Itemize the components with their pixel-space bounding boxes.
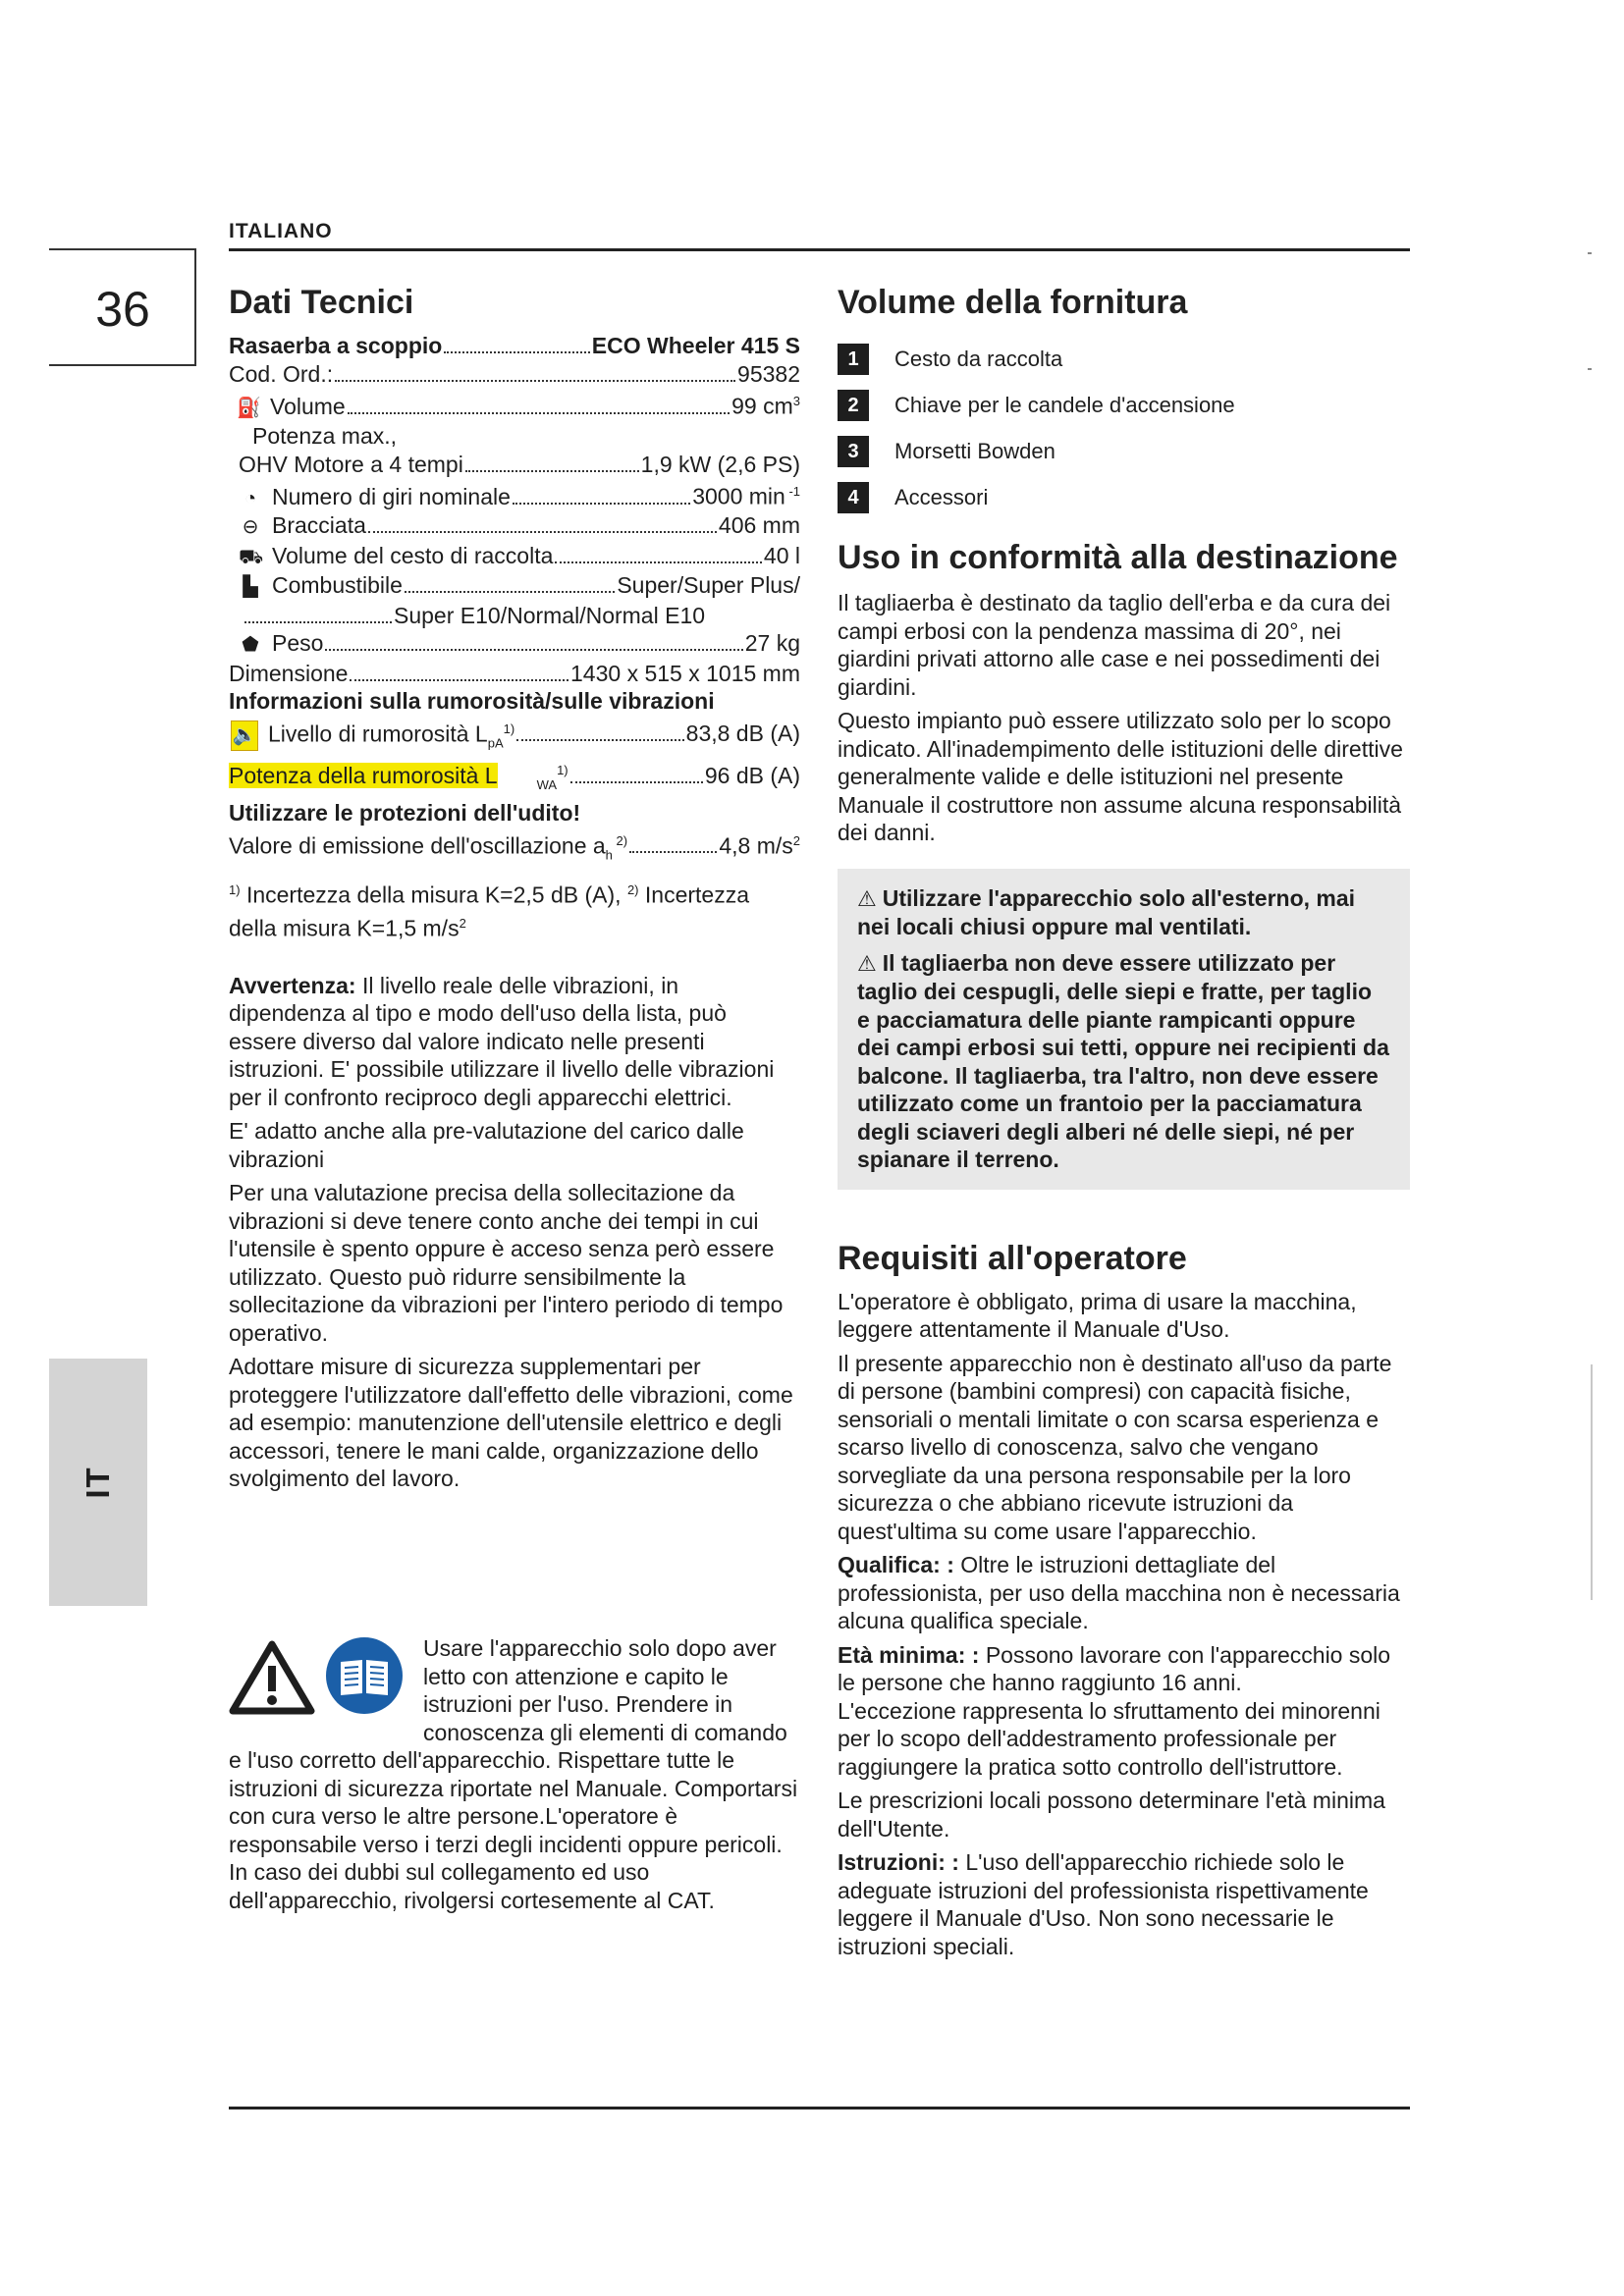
supply-title: Volume della fornitura: [838, 284, 1188, 321]
rpm-gauge-icon: ◔: [244, 487, 257, 509]
engine-volume-icon: ⛽: [237, 397, 261, 419]
volume-value: 99 cm: [731, 393, 793, 419]
cut-width-row: [229, 511, 800, 542]
notice-paragraph-2: E' adatto anche alla pre-valutazione del carico dalle vibrazioni: [229, 1118, 744, 1172]
instructions-text: L'uso dell'apparecchio richiede solo le adeguate istruzioni del professionista rispettivamente leggere il Manuale d'Uso. Non sono necessarie le istruzioni speciali.: [838, 1849, 1369, 1959]
code-label: Cod. Ord.:: [229, 360, 334, 387]
model-row: [229, 332, 800, 360]
notice-paragraph-1: [229, 972, 800, 1112]
fuel-row-2: [229, 602, 800, 630]
side-tab-label: IT: [80, 1466, 116, 1499]
warning-triangle-icon: [229, 1638, 315, 1717]
fuel-row: [229, 571, 800, 602]
power-label: OHV Motore a 4 tempi: [239, 451, 463, 477]
tech-data-title: Dati Tecnici: [229, 284, 414, 321]
rpm-row: ◔ Numero di giri nominale 3000 min $^{-1}$: [229, 478, 800, 511]
uncertainty-vibration-text: della misura K=1,5 m/s: [229, 915, 460, 941]
model-value: ECO Wheeler 415 S: [591, 333, 800, 358]
manual-notice-icons: [229, 1634, 417, 1719]
sound-level-icon: 🔈: [231, 721, 258, 751]
noise-power-label: Potenza della rumorosità L: [229, 763, 498, 789]
model-label: Rasaerba a scoppio: [229, 333, 443, 358]
bag-volume-row: [229, 542, 800, 572]
notice-paragraph-3: Per una valutazione precisa della sollecitazione da vibrazioni si deve tenere conto anche dei tempi in cui l'utensile è spento oppure è acceso senza però essere utilizzato. Questo può ridurre sensibilmente la sollecitazione da vibrazioni per l'intero periodo di tempo operativo.: [229, 1180, 784, 1346]
supply-item: [838, 436, 1410, 467]
hearing-protection-heading: Utilizzare le protezioni dell'udito!: [229, 800, 581, 827]
code-row: [229, 360, 800, 389]
operator-title: Requisiti all'operatore: [838, 1239, 1187, 1277]
manual-notice-text: Usare l'apparecchio solo dopo aver letto con attenzione e capito le istruzioni per l'uso. Prendere in conoscenza gli elementi di comando e l'uso corretto dell'apparecchio. Rispettare tutte le istruzioni di sicurezza riportate nel Manuale. Comportarsi con cura verso le altre persone.L'operatore è responsabile verso i terzi degli incidenti oppure pericoli. In caso dei dubbi sul collegamento ed uso dell'apparecchio, rivolgersi cortesemente al CAT.: [229, 1635, 798, 1913]
dimension-row: [229, 660, 800, 688]
margin-mark: [1588, 252, 1592, 254]
usage-title: Uso in conformità alla destinazione: [838, 539, 1398, 576]
min-age-exception: L'eccezione rappresenta lo sfruttamento dei minorenni per lo scopo dell'addestramento professionale per raggiungere la pratica sotto controllo dell'istruttore.: [838, 1697, 1380, 1780]
noise-level-value: 83,8 dB (A): [685, 721, 800, 747]
usage-warning-2: [857, 949, 1390, 1174]
weight-icon: ⬟: [242, 634, 259, 657]
qualification-text: Oltre le istruzioni dettagliate del professionista, per uso della macchina non è necessaria alcuna qualifica speciale.: [838, 1552, 1400, 1633]
fuel-value-2: Super E10/Normal/Normal E10: [394, 602, 706, 628]
min-age-text: Possono lavorare con l'apparecchio solo le persone che hanno raggiunto 16 anni.: [838, 1641, 1391, 1695]
right-column: [838, 283, 1410, 1966]
vibration-label: Valore di emissione dell'oscillazione a: [229, 832, 606, 859]
language-header: ITALIANO: [229, 220, 333, 242]
operator-paragraph-2: Il presente apparecchio non è destinato all'uso da parte di persone (bambini compresi) con capacità fisiche, sensoriali o mentali limitate o con scarsa esperienza e scarso livello di conoscenza, salvo che vengano sorvegliate da una persona responsabile per la loro sicurezza o che abbiano ricevute istruzioni da quest'ultima su come usare l'apparecchio.: [838, 1350, 1392, 1544]
supply-item-number: 4: [838, 482, 869, 513]
power-value: 1,9 kW (2,6 PS): [640, 451, 800, 477]
left-column: [229, 283, 800, 1499]
rpm-label: Numero di giri nominale: [272, 483, 511, 509]
grass-bag-icon: ⛟: [239, 546, 264, 568]
bag-volume-label: Volume del cesto di raccolta: [272, 542, 554, 568]
uncertainty-vibration: della misura K=1,5 $m/s^2$: [229, 915, 466, 941]
rpm-value: 3000 min: [692, 483, 785, 509]
usage-warning-1-text: Utilizzare l'apparecchio solo all'esterno, mai nei locali chiusi oppure mal ventilati.: [857, 884, 1356, 939]
operator-paragraph-1: L'operatore è obbligato, prima di usare la macchina, leggere attentamente il Manuale d'Uso.: [838, 1288, 1357, 1342]
supply-item: [838, 390, 1410, 421]
supply-item-number: 1: [838, 344, 869, 375]
noise-level-row: 🔈 Livello di rumorosità $L_{pA}^{1)}$ 83,8 dB (A): [232, 721, 800, 750]
supply-item: [838, 344, 1410, 375]
power-row: [229, 451, 800, 479]
noise-power-value: 96 dB (A): [704, 763, 800, 789]
volume-row: ⛽ Volume 99 $cm^3$: [229, 388, 800, 422]
power-line1: Potenza max.,: [252, 423, 398, 450]
usage-warning-2-text: Il tagliaerba non deve essere utilizzato per taglio dei cespugli, delle siepi e fratte, per taglio e pacciamatura delle piante rampicanti oppure dei campi erbosi sui tetti, oppure nei recipienti da balcone. Il tagliaerba, tra l'altro, non deve essere utilizzato come un frantoio per la pacciamatura degli sciaveri degli alberi né delle siepi, né per spianare il terreno.: [857, 949, 1389, 1172]
usage-warning-1: [857, 884, 1390, 941]
cut-width-value: 406 mm: [718, 512, 800, 539]
uncertainty-noise: Incertezza della misura K=2,5 dB (A),: [245, 882, 622, 909]
read-manual-icon: [325, 1636, 404, 1715]
supply-item: [838, 482, 1410, 513]
cutting-width-icon: ⊖: [242, 516, 259, 539]
fuel-label: Combustibile: [272, 572, 403, 599]
weight-row: [229, 629, 800, 660]
margin-mark: [1588, 368, 1592, 370]
instructions-paragraph: [838, 1848, 1410, 1960]
instructions-label: Istruzioni: :: [838, 1849, 959, 1875]
supply-item-label: Cesto da raccolta: [894, 346, 1063, 371]
usage-paragraph-1: Il tagliaerba è destinato da taglio dell'erba e da cura dei campi erbosi con la pendenza massima di 20°, nei giardini privati attorno alle case e nei possedimenti dei giardini.: [838, 590, 1391, 700]
weight-label: Peso: [272, 630, 324, 657]
noise-heading: Informazioni sulla rumorosità/sulle vibrazioni: [229, 688, 715, 715]
supply-item-number: 3: [838, 436, 869, 467]
supply-item-label: Chiave per le candele d'accensione: [894, 392, 1235, 417]
code-value: 95382: [737, 360, 800, 387]
supply-item-number: 2: [838, 390, 869, 421]
notice-paragraph-4: Adottare misure di sicurezza supplementari per proteggere l'utilizzatore dall'effetto delle vibrazioni, come ad esempio: manutenzione dell'utensile elettrico e degli accessori, tenere le mani calde, organizzazione dello svolgimento del lavoro.: [229, 1354, 793, 1492]
vibration-value: 4,8 m/s: [719, 832, 793, 859]
usage-paragraph-2: Questo impianto può essere utilizzato solo per lo scopo indicato. All'inadempimento delle istituzioni delle direttive generalmente valide e delle istituzioni nel presente Manuale il costruttore non assume alcuna responsabilità dei danni.: [838, 708, 1403, 845]
vibration-row: Valore di emissione dell'oscillazione $a_h$ $^{2)}$ 4,8 $m/s^2$: [229, 832, 800, 862]
noise-power-row: Potenza della rumorosità L $_{WA}^{1)}$ 96 dB (A): [229, 763, 800, 792]
fuel-pump-icon: ▙: [243, 576, 258, 599]
manual-notice: [229, 1634, 800, 1914]
usage-warning-box: [838, 869, 1410, 1190]
language-side-tab: [49, 1359, 147, 1606]
bag-volume-value: 40 l: [763, 542, 800, 568]
notice-text-1: Il livello reale delle vibrazioni, in dipendenza al tipo e modo dell'uso della lista, può essere diverso dal valore indicato nelle presenti istruzioni. E' possibile utilizzare il livello delle vibrazioni per il confronto reciproco degli apparecchi elettrici.: [229, 972, 775, 1110]
fuel-value: Super/Super Plus/: [617, 572, 800, 599]
weight-value: 27 kg: [744, 630, 800, 657]
footer-rule: [229, 2107, 1410, 2109]
warning-icon: ⚠: [857, 885, 877, 911]
cut-width-label: Bracciata: [272, 512, 366, 539]
uncertainty-note: $^{1)}$ Incertezza della misura K=2,5 dB (A), $^{2)}$ Incertezza: [229, 882, 749, 909]
notice-label: Avvertenza:: [229, 972, 356, 998]
local-regulations: Le prescrizioni locali possono determinare l'età minima dell'Utente.: [838, 1788, 1385, 1842]
header-rule: [229, 248, 1410, 251]
noise-level-label: Livello di rumorosità L: [268, 721, 488, 747]
dimension-value: 1430 x 515 x 1015 mm: [570, 660, 800, 686]
min-age-paragraph: [838, 1641, 1410, 1697]
uncertainty-label: Incertezza: [644, 882, 749, 909]
warning-icon: ⚠: [857, 950, 877, 976]
qualification-label: Qualifica: :: [838, 1552, 954, 1577]
page-number: 36: [95, 282, 150, 337]
qualification-paragraph: [838, 1551, 1410, 1635]
supply-item-label: Accessori: [894, 484, 989, 509]
min-age-label: Età minima: :: [838, 1641, 980, 1668]
supply-item-label: Morsetti Bowden: [894, 438, 1056, 463]
edge-line: [1591, 1364, 1593, 1600]
dimension-label: Dimensione: [229, 660, 349, 686]
volume-label: Volume: [270, 393, 346, 419]
